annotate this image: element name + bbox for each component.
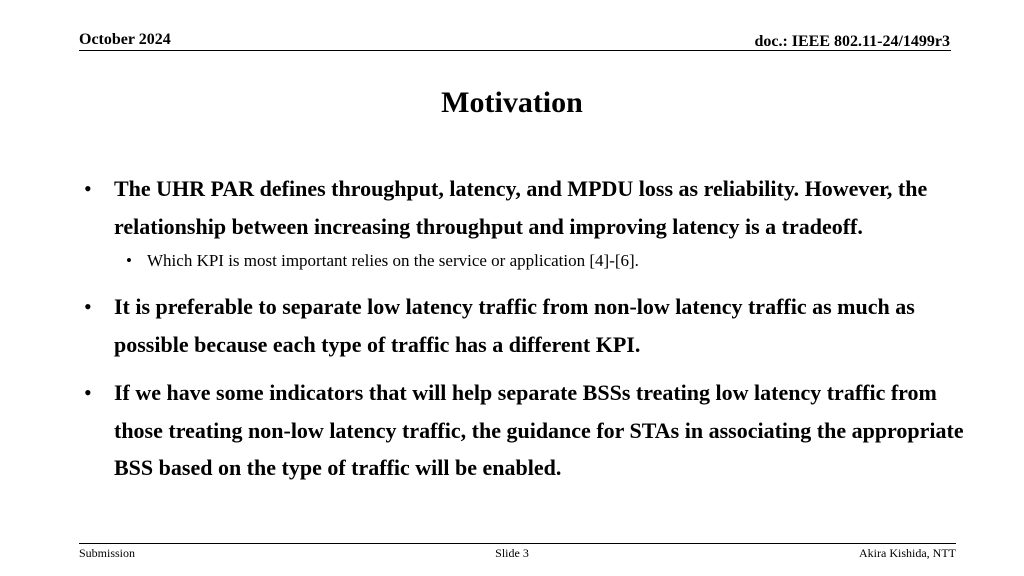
bullet-1-text: The UHR PAR defines throughput, latency, and MPDU loss as reliability. However, the relationship between increasing throughput and improving latency is a tradeoff. bbox=[114, 176, 928, 239]
header-divider bbox=[79, 50, 951, 51]
bullet-1 bbox=[84, 170, 964, 245]
slide-body bbox=[84, 170, 964, 487]
bullet-2-text: It is preferable to separate low latency traffic from non-low latency traffic as much as possible because each type of traffic has a different KPI. bbox=[114, 294, 915, 357]
bullet-dot-icon: • bbox=[84, 294, 92, 319]
bullet-dot-icon: • bbox=[84, 380, 92, 405]
bullet-3-text: If we have some indicators that will help separate BSSs treating low latency traffic from those treating non-low latency traffic, the guidance for STAs in associating the appropriate BSS based on the type of traffic will be enabled. bbox=[114, 380, 964, 480]
footer-submission: Submission bbox=[79, 546, 136, 560]
bullet-dot-icon: • bbox=[84, 176, 92, 201]
bullet-2 bbox=[84, 288, 964, 363]
header-date: October 2024 bbox=[79, 31, 171, 48]
sub-bullet-dot-icon: • bbox=[126, 251, 132, 270]
slide-title: Motivation bbox=[441, 86, 583, 119]
header-doc-id: doc.: IEEE 802.11-24/1499r3 bbox=[754, 33, 950, 50]
footer-author: Akira Kishida, NTT bbox=[859, 546, 956, 560]
footer-slide-number: Slide 3 bbox=[495, 546, 529, 560]
sub-bullet-1-1-text: Which KPI is most important relies on the service or application [4]-[6]. bbox=[147, 251, 639, 270]
bullet-3 bbox=[84, 374, 964, 487]
footer-divider bbox=[79, 543, 956, 544]
sub-bullet-1-1 bbox=[84, 249, 964, 273]
